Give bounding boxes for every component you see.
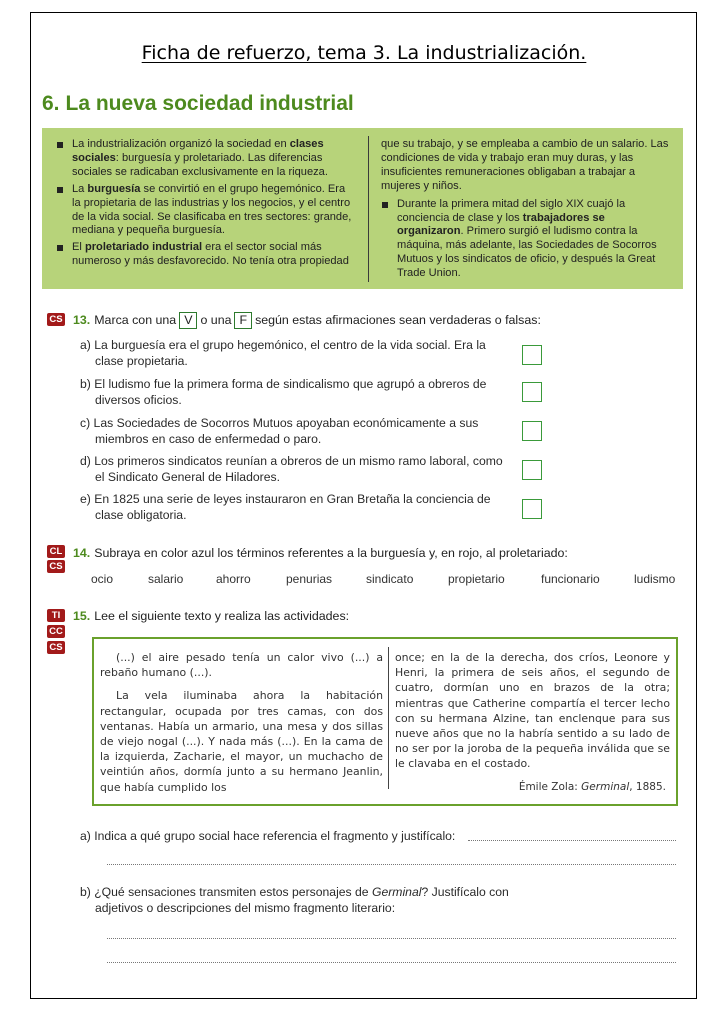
f-label: F [234, 312, 252, 329]
text-paragraph: once; en la de la derecha, dos críos, Leonore y Henri, la primera de seis años, el segundo de cuatro, dormían uno en brazos de la otra; mientras que Catherine compartía el tercer lecho con su hermana Alzine, tan enclenque para sus nueve años que no la habría sentido a su lado de no ser por la joroba de la pequeña inválida que se le clavaba en el costado. [395, 651, 670, 771]
answer-line[interactable] [107, 864, 676, 865]
literary-text-box [92, 637, 678, 806]
q13-item-a: a) La burguesía era el grupo hegemónico, el centro de la vida social. Era la clase propietaria. [80, 338, 486, 368]
answer-line[interactable] [468, 840, 676, 841]
summary-bullet: La industrialización organizó la sociedad en clases sociales: burguesía y proletariado. Las diferencias sociales se radicaban exclusivamente en la riqueza. [56, 138, 356, 180]
q13-checkbox-c[interactable] [522, 421, 542, 441]
summary-bullet: Durante la primera mitad del siglo XIX cuajó la conciencia de clase y los trabajadores se organizaron. Primero surgió el ludismo contra la máquina, más adelante, las Sociedades de Socorros Mutuos y los sindicatos de oficio, y después la Great Trade Union. [381, 198, 674, 281]
q13-title: 13. Marca con una V o una F según estas afirmaciones sean verdaderas o falsas: [73, 313, 541, 327]
text-attribution: Émile Zola: Germinal, 1885. [518, 781, 666, 793]
bullet-icon [57, 142, 63, 148]
q15-title: 15. Lee el siguiente texto y realiza las actividades: [73, 609, 350, 623]
summary-left-column [56, 138, 356, 272]
worksheet-header [0, 42, 728, 64]
section-title: La nueva sociedad industrial [65, 92, 354, 115]
term-ludismo[interactable]: ludismo [634, 572, 676, 586]
competence-tag-cc: CC [47, 625, 65, 638]
term-funcionario[interactable]: funcionario [541, 572, 600, 586]
q13-number: 13. [73, 313, 91, 327]
q13-item-e: e) En 1825 una serie de leyes instauraron en Gran Bretaña la conciencia de clase obligatoria. [80, 492, 491, 522]
text-left-column [100, 650, 383, 795]
text-paragraph: (...) el aire pesado tenía un calor vivo (...) a rebaño humano (...). [100, 651, 383, 680]
q13-item-c: c) Las Sociedades de Socorros Mutuos apoyaban económicamente a sus miembros en caso de enfermedad o paro. [80, 416, 479, 446]
worksheet-title: Ficha de refuerzo, tema 3. La industrialización. [141, 42, 587, 64]
q14-title: 14. Subraya en color azul los términos referentes a la burguesía y, en rojo, al proletariado: [73, 546, 568, 560]
competence-tag-cl: CL [47, 545, 65, 558]
answer-line[interactable] [107, 962, 676, 963]
competence-tag-ti: TI [47, 609, 65, 622]
summary-bullet: La burguesía se convirtió en el grupo hegemónico. Era la propietaria de las industrias y los negocios, y el centro de la vida social. Se clasificaba en tres sectores: grande, mediana y pequeña burguesía. [56, 183, 356, 239]
competence-tag-cs: CS [47, 313, 65, 326]
term-sindicato[interactable]: sindicato [366, 572, 414, 586]
summary-right-column [381, 138, 674, 284]
q13-checkbox-d[interactable] [522, 460, 542, 480]
text-right-column [395, 650, 670, 772]
activity-b: b) ¿Qué sensaciones transmiten estos personajes de Germinal? Justifícalo con adjetivos o descripciones del mismo fragmento literario: [80, 885, 509, 915]
q13-item-d: d) Los primeros sindicatos reunían a obreros de un mismo ramo laboral, como el Sindicato General de Hiladores. [80, 454, 503, 484]
term-ocio[interactable]: ocio [91, 572, 114, 586]
activity-a: a) Indica a qué grupo social hace referencia el fragmento y justifícalo: [80, 829, 456, 843]
column-divider [368, 136, 369, 282]
q13-checkbox-a[interactable] [522, 345, 542, 365]
column-divider [388, 647, 389, 789]
competence-tag-cs: CS [47, 560, 65, 573]
bullet-icon [382, 202, 388, 208]
bullet-icon [57, 245, 63, 251]
summary-box [42, 128, 683, 289]
section-number: 6. [42, 92, 60, 115]
q13-item-b: b) El ludismo fue la primera forma de sindicalismo que agrupó a obreros de diversos oficios. [80, 377, 487, 407]
v-label: V [179, 312, 197, 329]
term-ahorro[interactable]: ahorro [216, 572, 251, 586]
summary-bullet: El proletariado industrial era el sector social más numeroso y más desfavorecido. No tenía otra propiedad [56, 241, 356, 269]
bullet-icon [57, 187, 63, 193]
summary-continuation: que su trabajo, y se empleaba a cambio de un salario. Las condiciones de vida y trabajo eran muy duras, y las insuficientes remuneraciones obligaban a trabajar a mujeres y niños. [381, 138, 669, 192]
q13-checkbox-b[interactable] [522, 382, 542, 402]
term-salario[interactable]: salario [148, 572, 184, 586]
q15-number: 15. [73, 609, 91, 623]
section-heading [42, 92, 354, 116]
q14-number: 14. [73, 546, 91, 560]
answer-line[interactable] [107, 938, 676, 939]
q13-checkbox-e[interactable] [522, 499, 542, 519]
competence-tag-cs: CS [47, 641, 65, 654]
text-paragraph: La vela iluminaba ahora la habitación rectangular, ocupada por tres camas, con dos ventanas. Había un armario, una mesa y dos sillas de viejo nogal (...). Y nada más (...). En la cama de la izquierda, Zacharie, el mayor, un muchacho de veintiún años, dormía junto a su hermano Jeanlin, que había cumplido los [100, 689, 383, 794]
term-propietario[interactable]: propietario [448, 572, 505, 586]
term-penurias[interactable]: penurias [286, 572, 333, 586]
